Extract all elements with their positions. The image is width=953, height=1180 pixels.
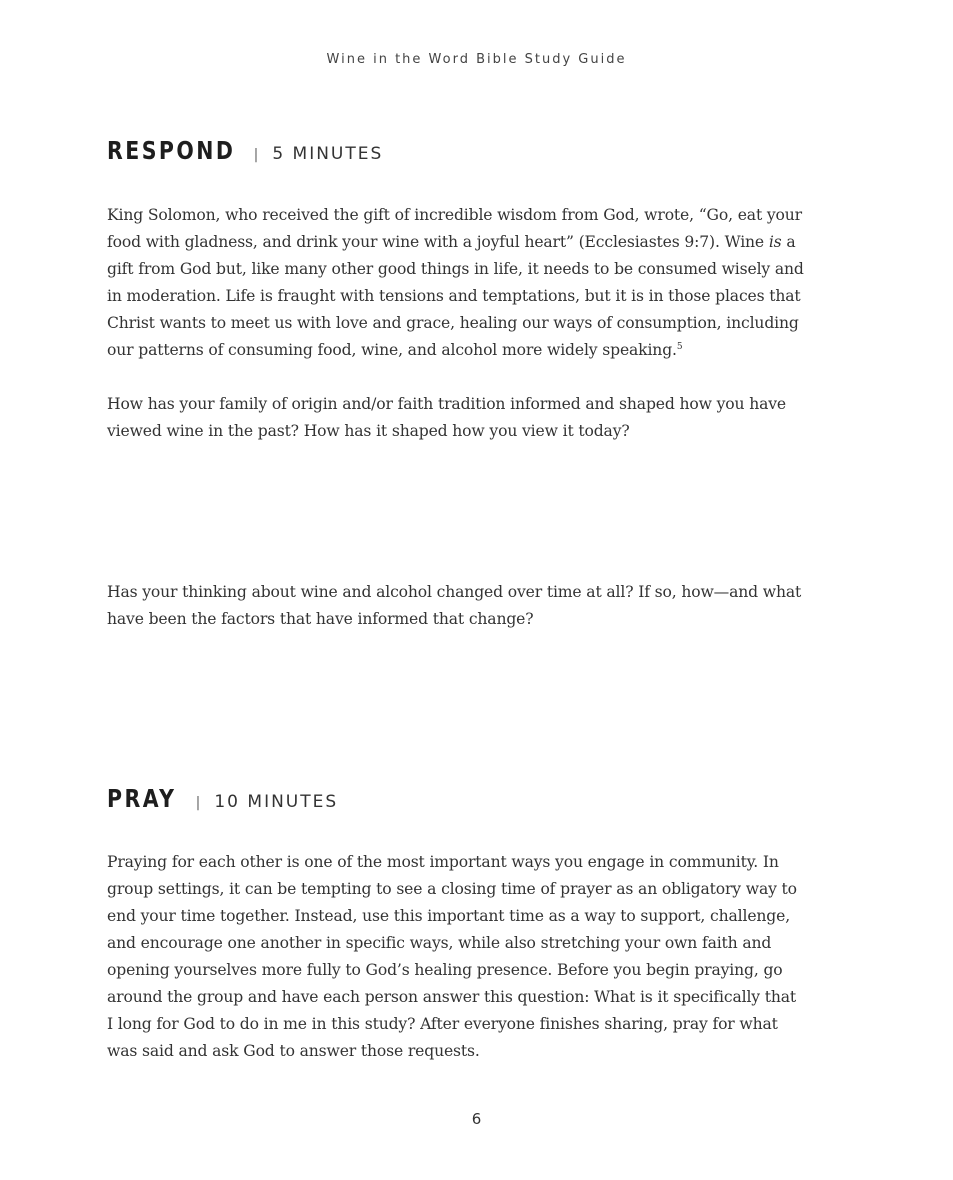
respond-question-2: [107, 579, 847, 633]
pray-separator: |: [195, 795, 201, 811]
pray-line-8: was said and ask God to answer those requests.: [107, 1042, 480, 1060]
respond-heading: [107, 136, 383, 165]
pray-line-7: I long for God to do in me in this study? After everyone finishes sharing, pray for what: [107, 1015, 778, 1033]
question-2-line-1: Has your thinking about wine and alcohol changed over time at all? If so, how—and what: [107, 583, 802, 601]
respond-line-2-end: a: [781, 233, 796, 251]
respond-line-3: gift from God but, like many other good things in life, it needs to be consumed wisely and: [107, 260, 804, 278]
respond-title: RESPOND: [107, 136, 236, 165]
respond-line-2-text: food with gladness, and drink your wine with a joyful heart” (Ecclesiastes 9:7). Wine: [107, 233, 769, 251]
pray-title: PRAY: [107, 784, 177, 813]
page-number: 6: [471, 1110, 482, 1128]
pray-line-6: around the group and have each person answer this question: What is it specifically that: [107, 988, 797, 1006]
pray-paragraph: [107, 849, 847, 1065]
respond-paragraph: [107, 202, 847, 364]
respond-duration: 5 MINUTES: [272, 144, 384, 164]
pray-line-2: group settings, it can be tempting to see a closing time of prayer as an obligatory way to: [107, 880, 797, 898]
footnote-marker: 5: [676, 341, 683, 352]
question-1-line-2: viewed wine in the past? How has it shaped how you view it today?: [107, 422, 630, 440]
pray-line-4: and encourage one another in specific ways, while also stretching your own faith and: [107, 934, 772, 952]
respond-line-6: [107, 337, 847, 364]
respond-line-2: [107, 229, 847, 256]
respond-line-2-emphasis: is: [768, 233, 782, 251]
pray-line-3: end your time together. Instead, use this important time as a way to support, challenge,: [107, 907, 791, 925]
respond-question-1: [107, 391, 847, 445]
pray-line-1: Praying for each other is one of the most important ways you engage in community. In: [107, 853, 779, 871]
running-head: Wine in the Word Bible Study Guide: [326, 52, 627, 67]
respond-line-4: in moderation. Life is fraught with tensions and temptations, but it is in those places that: [107, 287, 801, 305]
question-1-line-1: How has your family of origin and/or faith tradition informed and shaped how you have: [107, 395, 787, 413]
respond-line-6-text: our patterns of consuming food, wine, and alcohol more widely speaking.: [107, 341, 677, 359]
respond-line-1: King Solomon, who received the gift of incredible wisdom from God, wrote, “Go, eat your: [107, 206, 802, 224]
pray-heading: [107, 784, 338, 813]
question-2-line-2: have been the factors that have informed that change?: [107, 610, 534, 628]
pray-line-5: opening yourselves more fully to God’s healing presence. Before you begin praying, go: [107, 961, 783, 979]
respond-separator: |: [253, 147, 259, 163]
pray-duration: 10 MINUTES: [214, 792, 339, 812]
respond-line-5: Christ wants to meet us with love and grace, healing our ways of consumption, including: [107, 314, 799, 332]
